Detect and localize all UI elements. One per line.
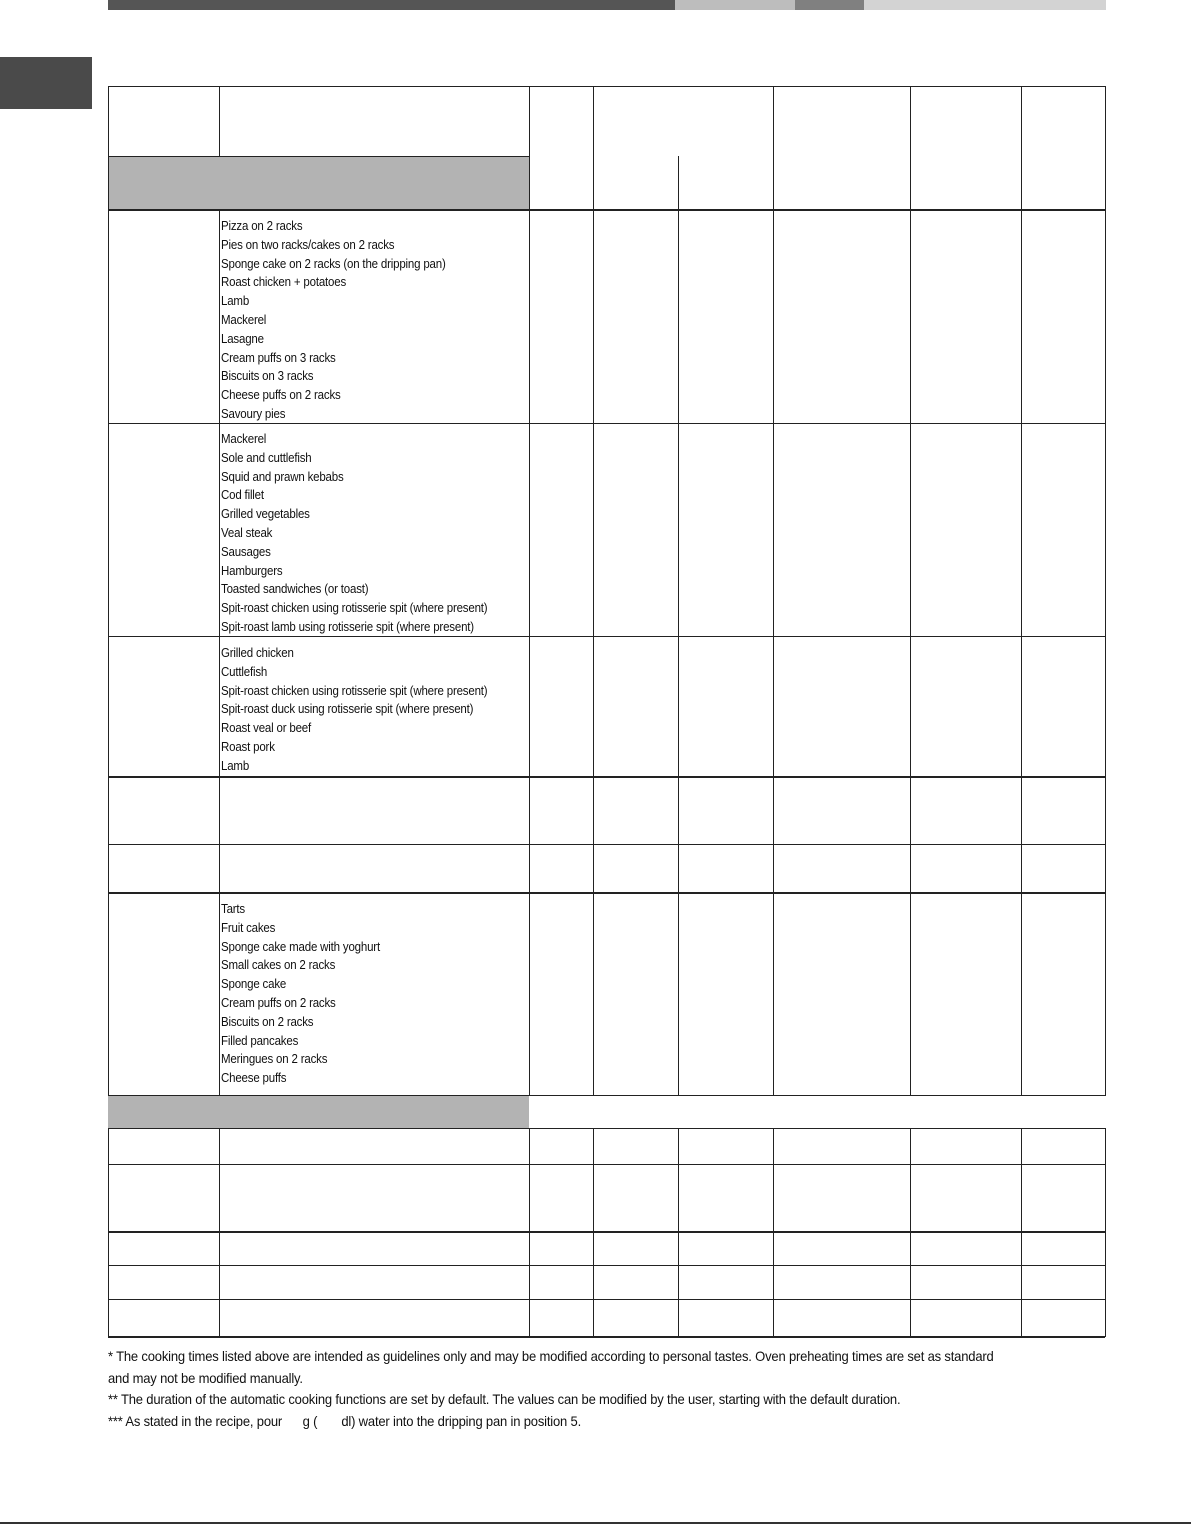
header-bar-lighter — [864, 0, 1106, 10]
language-tab — [0, 57, 92, 109]
header-bar-dark — [108, 0, 675, 10]
list-item: Sponge cake on 2 racks (on the dripping pan) — [221, 256, 446, 271]
list-item: Cuttlefish — [221, 664, 268, 679]
list-item: Tarts — [221, 902, 246, 916]
list-item: Savoury pies — [221, 406, 286, 421]
row-line — [108, 156, 529, 157]
footnote-3: *** As stated in the recipe, pour g ( dl) water into the dripping pan in position 5. — [108, 1412, 582, 1429]
list-item: Lamb — [221, 294, 250, 309]
row-line — [108, 209, 1105, 211]
col-line — [1105, 1128, 1106, 1337]
col-line — [678, 156, 679, 1096]
col-line — [108, 1128, 109, 1337]
list-item: Sausages — [221, 544, 271, 559]
list-item: Lamb — [221, 758, 250, 773]
header-bar-light — [675, 0, 795, 10]
list-item: Hamburgers — [221, 563, 283, 578]
footnote-1-cont: and may not be modified manually. — [108, 1369, 303, 1386]
col-line — [593, 86, 594, 1096]
row-line — [108, 892, 1105, 894]
row-line — [108, 844, 1105, 845]
row-line — [108, 86, 1105, 87]
col-line — [593, 1128, 594, 1337]
list-item: Cheese puffs — [221, 1071, 287, 1086]
col-line — [910, 1128, 911, 1337]
list-item: Meringues on 2 racks — [221, 1052, 328, 1067]
col-line — [773, 1128, 774, 1337]
col-line — [108, 86, 109, 1096]
col-line — [678, 1128, 679, 1337]
row-line — [108, 1336, 1105, 1338]
list-item: Pizza on 2 racks — [221, 219, 303, 233]
footnote-1: * The cooking times listed above are intended as guidelines only and may be modified according to personal tastes. Oven preheating times are set as standard — [108, 1348, 994, 1364]
list-item: Spit-roast chicken using rotisserie spit (where present) — [221, 601, 488, 616]
row-line — [108, 1265, 1105, 1266]
list-item: Mackerel — [221, 312, 267, 327]
list-item: Toasted sandwiches (or toast) — [221, 582, 369, 597]
list-item: Roast chicken + potatoes — [221, 275, 347, 290]
col-line — [910, 86, 911, 1096]
row-line — [108, 1231, 1105, 1233]
list-item: Pies on two racks/cakes on 2 racks — [221, 237, 395, 252]
col-line — [1021, 86, 1022, 1096]
list-item: Small cakes on 2 racks — [221, 958, 336, 973]
row-line — [108, 1299, 1105, 1300]
list-item: Sole and cuttlefish — [221, 450, 312, 465]
footnote-2: ** The duration of the automatic cooking functions are set by default. The values can be modified by the user, starting with the default duration. — [108, 1391, 901, 1407]
list-item: Biscuits on 2 racks — [221, 1014, 314, 1029]
list-item: Mackerel — [221, 432, 267, 446]
list-item: Grilled vegetables — [221, 507, 310, 522]
list-item: Sponge cake — [221, 977, 287, 992]
list-item: Filled pancakes — [221, 1033, 299, 1048]
row-line — [108, 1095, 1105, 1096]
list-item: Roast pork — [221, 739, 275, 754]
recipe-list-group-3 — [221, 644, 487, 776]
list-item: Grilled chicken — [221, 646, 294, 660]
header-bar-mid — [795, 0, 864, 10]
col-line — [219, 86, 220, 157]
footnotes — [108, 1346, 1038, 1432]
list-item: Lasagne — [221, 331, 264, 346]
list-item: Roast veal or beef — [221, 721, 312, 736]
col-line — [529, 86, 530, 1096]
col-line — [773, 86, 774, 1096]
list-item: Veal steak — [221, 525, 273, 540]
recipe-list-group-2 — [221, 430, 487, 637]
row-line — [108, 1128, 1105, 1129]
row-line — [108, 1164, 1105, 1165]
list-item: Spit-roast lamb using rotisserie spit (where present) — [221, 619, 474, 634]
col-line — [1105, 86, 1106, 1096]
section-header-1 — [108, 157, 529, 209]
list-item: Cream puffs on 2 racks — [221, 995, 336, 1010]
col-line — [219, 209, 220, 1096]
list-item: Cod fillet — [221, 488, 264, 503]
list-item: Squid and prawn kebabs — [221, 469, 344, 484]
list-item: Cheese puffs on 2 racks — [221, 388, 341, 403]
list-item: Sponge cake made with yoghurt — [221, 939, 380, 954]
row-line — [108, 776, 1105, 778]
list-item: Spit-roast chicken using rotisserie spit (where present) — [221, 683, 488, 698]
recipe-list-group-4 — [221, 900, 380, 1088]
col-line — [529, 1128, 530, 1337]
list-item: Fruit cakes — [221, 920, 276, 935]
section-header-2 — [108, 1096, 529, 1128]
list-item: Biscuits on 3 racks — [221, 369, 314, 384]
footer-rule — [0, 1522, 1191, 1524]
recipe-list-group-1 — [221, 217, 446, 424]
col-line — [1021, 1128, 1022, 1337]
list-item: Cream puffs on 3 racks — [221, 350, 336, 365]
list-item: Spit-roast duck using rotisserie spit (where present) — [221, 702, 474, 717]
col-line — [219, 1128, 220, 1337]
